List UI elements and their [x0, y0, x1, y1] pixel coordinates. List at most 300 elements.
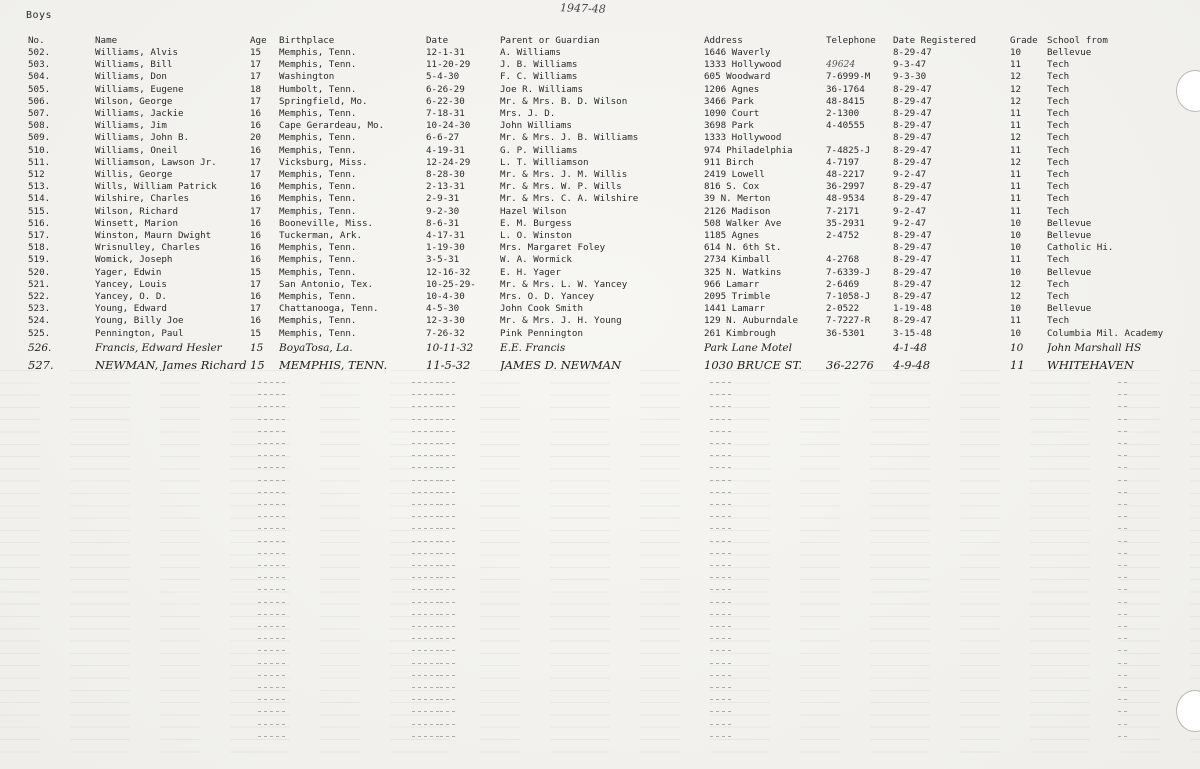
student-age: 16 [250, 120, 262, 132]
birthplace: Memphis, Tenn. [279, 315, 357, 327]
telephone [826, 242, 893, 254]
table-row [28, 242, 1197, 254]
blank-row [0, 461, 1200, 473]
blank-row [0, 535, 1200, 547]
blank-row [0, 657, 1200, 669]
student-number: 527. [28, 357, 54, 371]
date-registered: 8-29-47 [893, 95, 932, 107]
birth-date: 7-18-31 [426, 108, 465, 120]
blank-field-dash [258, 687, 286, 688]
address: 2095 Trimble [704, 291, 771, 303]
grade: 10 [1010, 327, 1022, 339]
column-header: Name [95, 34, 118, 46]
birthplace: Tuckerman, Ark. [279, 230, 362, 242]
blank-row [0, 583, 1200, 595]
student-number: 509. [28, 132, 51, 144]
blank-field-dash [412, 663, 442, 664]
date-registered: 8-29-47 [893, 193, 932, 205]
table-row [28, 84, 1197, 96]
school-from: Tech [1047, 83, 1070, 95]
blank-field-dash [440, 650, 458, 651]
blank-field-dash [440, 589, 458, 590]
school-from: Tech [1047, 315, 1070, 327]
grade: 10 [1010, 217, 1022, 229]
telephone: 7-4825-J [826, 144, 871, 156]
birthplace: Memphis, Tenn. [279, 144, 357, 156]
parent-guardian: L. O. Winston [500, 230, 572, 242]
blank-field-dash [412, 528, 442, 529]
birth-date: 1-19-30 [426, 242, 465, 254]
table-row [28, 206, 1197, 218]
blank-field-dash [440, 492, 458, 493]
blank-field-dash [412, 626, 442, 627]
student-name: Young, Billy Joe [95, 315, 184, 327]
blank-field-dash [1118, 638, 1128, 639]
blank-field-dash [710, 541, 734, 542]
grade: 12 [1010, 71, 1022, 83]
telephone: 7-1058-J [826, 291, 871, 303]
student-number: 505. [28, 83, 51, 95]
blank-field-dash [440, 455, 458, 456]
blank-field-dash [258, 675, 286, 676]
student-name: NEWMAN, James Richard [95, 357, 247, 371]
birth-date: 4-5-30 [426, 303, 460, 315]
grade: 11 [1010, 169, 1022, 181]
student-name: Francis, Edward Hesler [95, 341, 222, 354]
student-name: Yancey, Louis [95, 278, 167, 290]
date-registered: 9-2-47 [893, 217, 927, 229]
parent-guardian: Mr. & Mrs. B. D. Wilson [500, 95, 628, 107]
date-registered: 8-29-47 [893, 315, 932, 327]
table-row [28, 145, 1197, 157]
address: 1441 Lamarr [704, 303, 765, 315]
student-number: 514. [28, 193, 51, 205]
blank-field-dash [258, 638, 286, 639]
student-name: Williams, Jackie [95, 108, 184, 120]
date-registered: 3-15-48 [893, 327, 932, 339]
blank-field-dash [1118, 455, 1128, 456]
telephone: 48-2217 [826, 169, 865, 181]
address: 816 S. Cox [704, 181, 760, 193]
blank-field-dash [710, 675, 734, 676]
address: 974 Philadelphia [704, 144, 793, 156]
date-registered: 8-29-47 [893, 120, 932, 132]
blank-field-dash [412, 431, 442, 432]
parent-guardian: G. P. Williams [500, 144, 578, 156]
blank-field-dash [258, 553, 286, 554]
blank-field-dash [412, 382, 442, 383]
table-header-row [28, 34, 1197, 47]
blank-field-dash [710, 577, 734, 578]
blank-field-dash [710, 565, 734, 566]
student-name: Wilshire, Charles [95, 193, 190, 205]
birthplace: Memphis, Tenn. [279, 205, 357, 217]
parent-guardian: W. A. Wormick [500, 254, 572, 266]
table-row [28, 328, 1197, 340]
blank-field-dash [258, 614, 286, 615]
telephone: 48-8415 [826, 95, 865, 107]
telephone: 7-6339-J [826, 266, 871, 278]
telephone: 4-2768 [826, 254, 860, 266]
birthplace: Booneville, Miss. [279, 217, 374, 229]
birth-date: 4-19-31 [426, 144, 465, 156]
parent-guardian: Mrs. Margaret Foley [500, 242, 606, 254]
birth-date: 3-5-31 [426, 254, 460, 266]
telephone: 49624 [826, 59, 856, 71]
address: 1090 Court [704, 108, 760, 120]
blank-field-dash [258, 626, 286, 627]
address: 2419 Lowell [704, 169, 765, 181]
school-from: Tech [1047, 254, 1070, 266]
birth-date: 2-13-31 [426, 181, 465, 193]
grade: 11 [1010, 357, 1025, 371]
student-name: Wrisnulley, Charles [95, 242, 201, 254]
blank-field-dash [1118, 528, 1128, 529]
parent-guardian: E. M. Burgess [500, 217, 572, 229]
birth-date: 4-17-31 [426, 230, 465, 242]
blank-field-dash [440, 577, 458, 578]
birthplace: Memphis, Tenn. [279, 254, 357, 266]
blank-field-dash [440, 394, 458, 395]
student-number: 525. [28, 327, 51, 339]
school-from: Tech [1047, 291, 1070, 303]
telephone: 7-2171 [826, 205, 860, 217]
section-label: Boys [26, 10, 53, 21]
blank-field-dash [710, 406, 734, 407]
student-number: 517. [28, 230, 51, 242]
school-from: Tech [1047, 59, 1070, 71]
student-age: 17 [250, 59, 262, 71]
telephone: 48-9534 [826, 193, 865, 205]
address: 508 Walker Ave [704, 217, 782, 229]
blank-field-dash [258, 577, 286, 578]
telephone [826, 132, 893, 144]
blank-field-dash [258, 406, 286, 407]
blank-field-dash [412, 455, 442, 456]
grade: 10 [1010, 341, 1024, 354]
address: 129 N. Auburndale [704, 315, 799, 327]
grade: 11 [1010, 205, 1022, 217]
grade: 11 [1010, 120, 1022, 132]
blank-field-dash [440, 467, 458, 468]
table-row [28, 230, 1197, 242]
birthplace: Memphis, Tenn. [279, 291, 357, 303]
telephone: 36-2276 [826, 357, 874, 371]
date-registered: 8-29-47 [893, 230, 932, 242]
birthplace: MEMPHIS, TENN. [279, 357, 388, 371]
blank-field-dash [440, 565, 458, 566]
blank-field-dash [710, 492, 734, 493]
blank-field-dash [258, 382, 286, 383]
date-registered: 8-29-47 [893, 266, 932, 278]
student-age: 20 [250, 132, 262, 144]
parent-guardian: JAMES D. NEWMAN [500, 357, 622, 371]
blank-field-dash [710, 528, 734, 529]
birthplace: Memphis, Tenn. [279, 132, 357, 144]
blank-row [0, 376, 1200, 388]
parent-guardian: Mr. & Mrs. C. A. Wilshire [500, 193, 639, 205]
parent-guardian: Joe R. Williams [500, 83, 583, 95]
student-age: 15 [250, 341, 264, 354]
student-age: 16 [250, 181, 262, 193]
blank-field-dash [710, 553, 734, 554]
student-age: 16 [250, 291, 262, 303]
parent-guardian: J. B. Williams [500, 59, 578, 71]
blank-field-dash [1118, 419, 1128, 420]
birth-date: 8-28-30 [426, 169, 465, 181]
date-registered: 8-29-47 [893, 108, 932, 120]
blank-field-dash [440, 419, 458, 420]
student-name: Winsett, Marion [95, 217, 178, 229]
telephone: 2-4752 [826, 230, 860, 242]
blank-field-dash [710, 736, 734, 737]
blank-field-dash [412, 419, 442, 420]
blank-field-dash [258, 504, 286, 505]
blank-field-dash [710, 663, 734, 664]
blank-field-dash [440, 675, 458, 676]
blank-field-dash [1118, 492, 1128, 493]
school-from: John Marshall HS [1047, 341, 1142, 354]
date-registered: 8-29-47 [893, 278, 932, 290]
birthplace: Springfield, Mo. [279, 95, 368, 107]
birth-date: 11-20-29 [426, 59, 471, 71]
table-row [28, 120, 1197, 132]
blank-row [0, 498, 1200, 510]
student-number: 522. [28, 291, 51, 303]
student-name: Williams, Don [95, 71, 167, 83]
student-name: Williams, Eugene [95, 83, 184, 95]
blank-field-dash [258, 602, 286, 603]
telephone [826, 340, 893, 354]
column-header: Telephone [826, 34, 876, 46]
table-row [28, 354, 1197, 371]
telephone: 7-7227-R [826, 315, 871, 327]
blank-field-dash [412, 516, 442, 517]
birthplace: Memphis, Tenn. [279, 242, 357, 254]
blank-field-dash [440, 406, 458, 407]
school-from: Tech [1047, 278, 1070, 290]
blank-field-dash [440, 541, 458, 542]
column-header: Birthplace [279, 34, 335, 46]
student-name: Young, Edward [95, 303, 167, 315]
blank-row [0, 718, 1200, 730]
grade: 10 [1010, 303, 1022, 315]
grade: 12 [1010, 291, 1022, 303]
birth-date: 6-22-30 [426, 95, 465, 107]
parent-guardian: Mr. & Mrs. J. B. Williams [500, 132, 639, 144]
student-number: 516. [28, 217, 51, 229]
blank-field-dash [412, 565, 442, 566]
birth-date: 10-4-30 [426, 291, 465, 303]
student-age: 16 [250, 144, 262, 156]
column-header: No. [28, 34, 45, 46]
blank-row [0, 474, 1200, 486]
address: 1030 BRUCE ST. [704, 357, 803, 371]
blank-field-dash [412, 675, 442, 676]
blank-field-dash [440, 443, 458, 444]
date-registered: 9-2-47 [893, 205, 927, 217]
blank-row [0, 596, 1200, 608]
table-row [28, 303, 1197, 315]
blank-field-dash [440, 687, 458, 688]
blank-field-dash [412, 553, 442, 554]
student-name: Wilson, Richard [95, 205, 178, 217]
table-row [28, 193, 1197, 205]
student-number: 524. [28, 315, 51, 327]
address: 1333 Hollywood [704, 132, 782, 144]
birthplace: BoyaTosa, La. [279, 341, 353, 354]
student-name: Wilson, George [95, 95, 173, 107]
telephone: 2-6469 [826, 278, 860, 290]
birth-date: 2-9-31 [426, 193, 460, 205]
student-number: 523. [28, 303, 51, 315]
column-header: Grade [1010, 34, 1038, 46]
birth-date: 6-6-27 [426, 132, 460, 144]
blank-field-dash [258, 419, 286, 420]
blank-field-dash [440, 736, 458, 737]
grade: 10 [1010, 47, 1022, 58]
blank-field-dash [1118, 443, 1128, 444]
blank-row [0, 400, 1200, 412]
blank-row [0, 425, 1200, 437]
column-header: School from [1047, 34, 1108, 46]
date-registered: 1-19-48 [893, 303, 932, 315]
student-age: 16 [250, 217, 262, 229]
blank-field-dash [412, 443, 442, 444]
grade: 10 [1010, 266, 1022, 278]
table-row [28, 315, 1197, 327]
table-row [28, 267, 1197, 279]
blank-field-dash [440, 638, 458, 639]
blank-field-dash [1118, 699, 1128, 700]
blank-field-dash [710, 516, 734, 517]
school-from: Tech [1047, 132, 1070, 144]
table-row [28, 291, 1197, 303]
student-age: 17 [250, 205, 262, 217]
school-from: Tech [1047, 144, 1070, 156]
school-from: Catholic Hi. [1047, 242, 1114, 254]
parent-guardian: Mr. & Mrs. L. W. Yancey [500, 278, 628, 290]
parent-guardian: Pink Pennington [500, 327, 583, 339]
blank-field-dash [440, 663, 458, 664]
birthplace: Humbolt, Tenn. [279, 83, 357, 95]
date-registered: 9-3-47 [893, 59, 927, 71]
date-registered: 4-9-48 [893, 357, 931, 371]
school-from: Columbia Mil. Academy [1047, 327, 1164, 339]
date-registered: 8-29-47 [893, 132, 932, 144]
student-name: Williams, Jim [95, 120, 167, 132]
blank-row [0, 559, 1200, 571]
address: 1185 Agnes [704, 230, 760, 242]
parent-guardian: Mr. & Mrs. J. M. Willis [500, 169, 628, 181]
blank-row [0, 437, 1200, 449]
grade: 12 [1010, 95, 1022, 107]
blank-field-dash [710, 602, 734, 603]
student-age: 17 [250, 156, 262, 168]
column-header: Date Registered [893, 34, 976, 46]
address: 966 Lamarr [704, 278, 760, 290]
blank-field-dash [258, 528, 286, 529]
student-age: 15 [250, 327, 262, 339]
telephone: 36-5301 [826, 327, 865, 339]
blank-row [0, 449, 1200, 461]
parent-guardian: E. H. Yager [500, 266, 561, 278]
birthplace: Cape Gerardeau, Mo. [279, 120, 385, 132]
blank-field-dash [710, 504, 734, 505]
grade: 11 [1010, 144, 1022, 156]
blank-field-dash [412, 736, 442, 737]
blank-row [0, 608, 1200, 620]
column-header: Age [250, 34, 267, 46]
blank-field-dash [440, 382, 458, 383]
school-from: Tech [1047, 120, 1070, 132]
blank-field-dash [412, 614, 442, 615]
student-number: 506. [28, 95, 51, 107]
parent-guardian: John Williams [500, 120, 572, 132]
blank-row [0, 620, 1200, 632]
blank-field-dash [440, 614, 458, 615]
student-number: 510. [28, 144, 51, 156]
birthplace: San Antonio, Tex. [279, 278, 374, 290]
grade: 11 [1010, 59, 1022, 71]
table-row [28, 59, 1197, 71]
date-registered: 9-2-47 [893, 169, 927, 181]
telephone: 2-0522 [826, 303, 860, 315]
blank-field-dash [412, 602, 442, 603]
blank-field-dash [710, 724, 734, 725]
student-name: Yancey, O. D. [95, 291, 167, 303]
blank-field-dash [412, 394, 442, 395]
grade: 10 [1010, 230, 1022, 242]
blank-row [0, 730, 1200, 742]
address: 614 N. 6th St. [704, 242, 782, 254]
student-name: Yager, Edwin [95, 266, 162, 278]
student-age: 17 [250, 278, 262, 290]
blank-field-dash [1118, 663, 1128, 664]
birthplace: Memphis, Tenn. [279, 59, 357, 71]
telephone: 35-2931 [826, 217, 865, 229]
date-registered: 8-29-47 [893, 291, 932, 303]
student-number: 503. [28, 59, 51, 71]
student-roster-table [28, 34, 1197, 371]
blank-field-dash [1118, 589, 1128, 590]
birthplace: Memphis, Tenn. [279, 47, 357, 58]
address: 2734 Kimball [704, 254, 771, 266]
blank-field-dash [412, 480, 442, 481]
blank-field-dash [710, 687, 734, 688]
blank-row [0, 705, 1200, 717]
student-number: 521. [28, 278, 51, 290]
blank-field-dash [258, 589, 286, 590]
table-row [28, 169, 1197, 181]
blank-field-dash [258, 699, 286, 700]
blank-field-dash [412, 577, 442, 578]
student-age: 16 [250, 242, 262, 254]
table-row [28, 181, 1197, 193]
blank-field-dash [1118, 602, 1128, 603]
blank-field-dash [258, 467, 286, 468]
address: Park Lane Motel [704, 341, 792, 354]
blank-field-dash [440, 528, 458, 529]
blank-field-dash [1118, 577, 1128, 578]
birth-date: 10-25-29- [426, 278, 476, 290]
blank-row [0, 681, 1200, 693]
date-registered: 8-29-47 [893, 242, 932, 254]
blank-field-dash [412, 541, 442, 542]
table-row [28, 218, 1197, 230]
blank-field-dash [440, 699, 458, 700]
school-from: Tech [1047, 169, 1070, 181]
